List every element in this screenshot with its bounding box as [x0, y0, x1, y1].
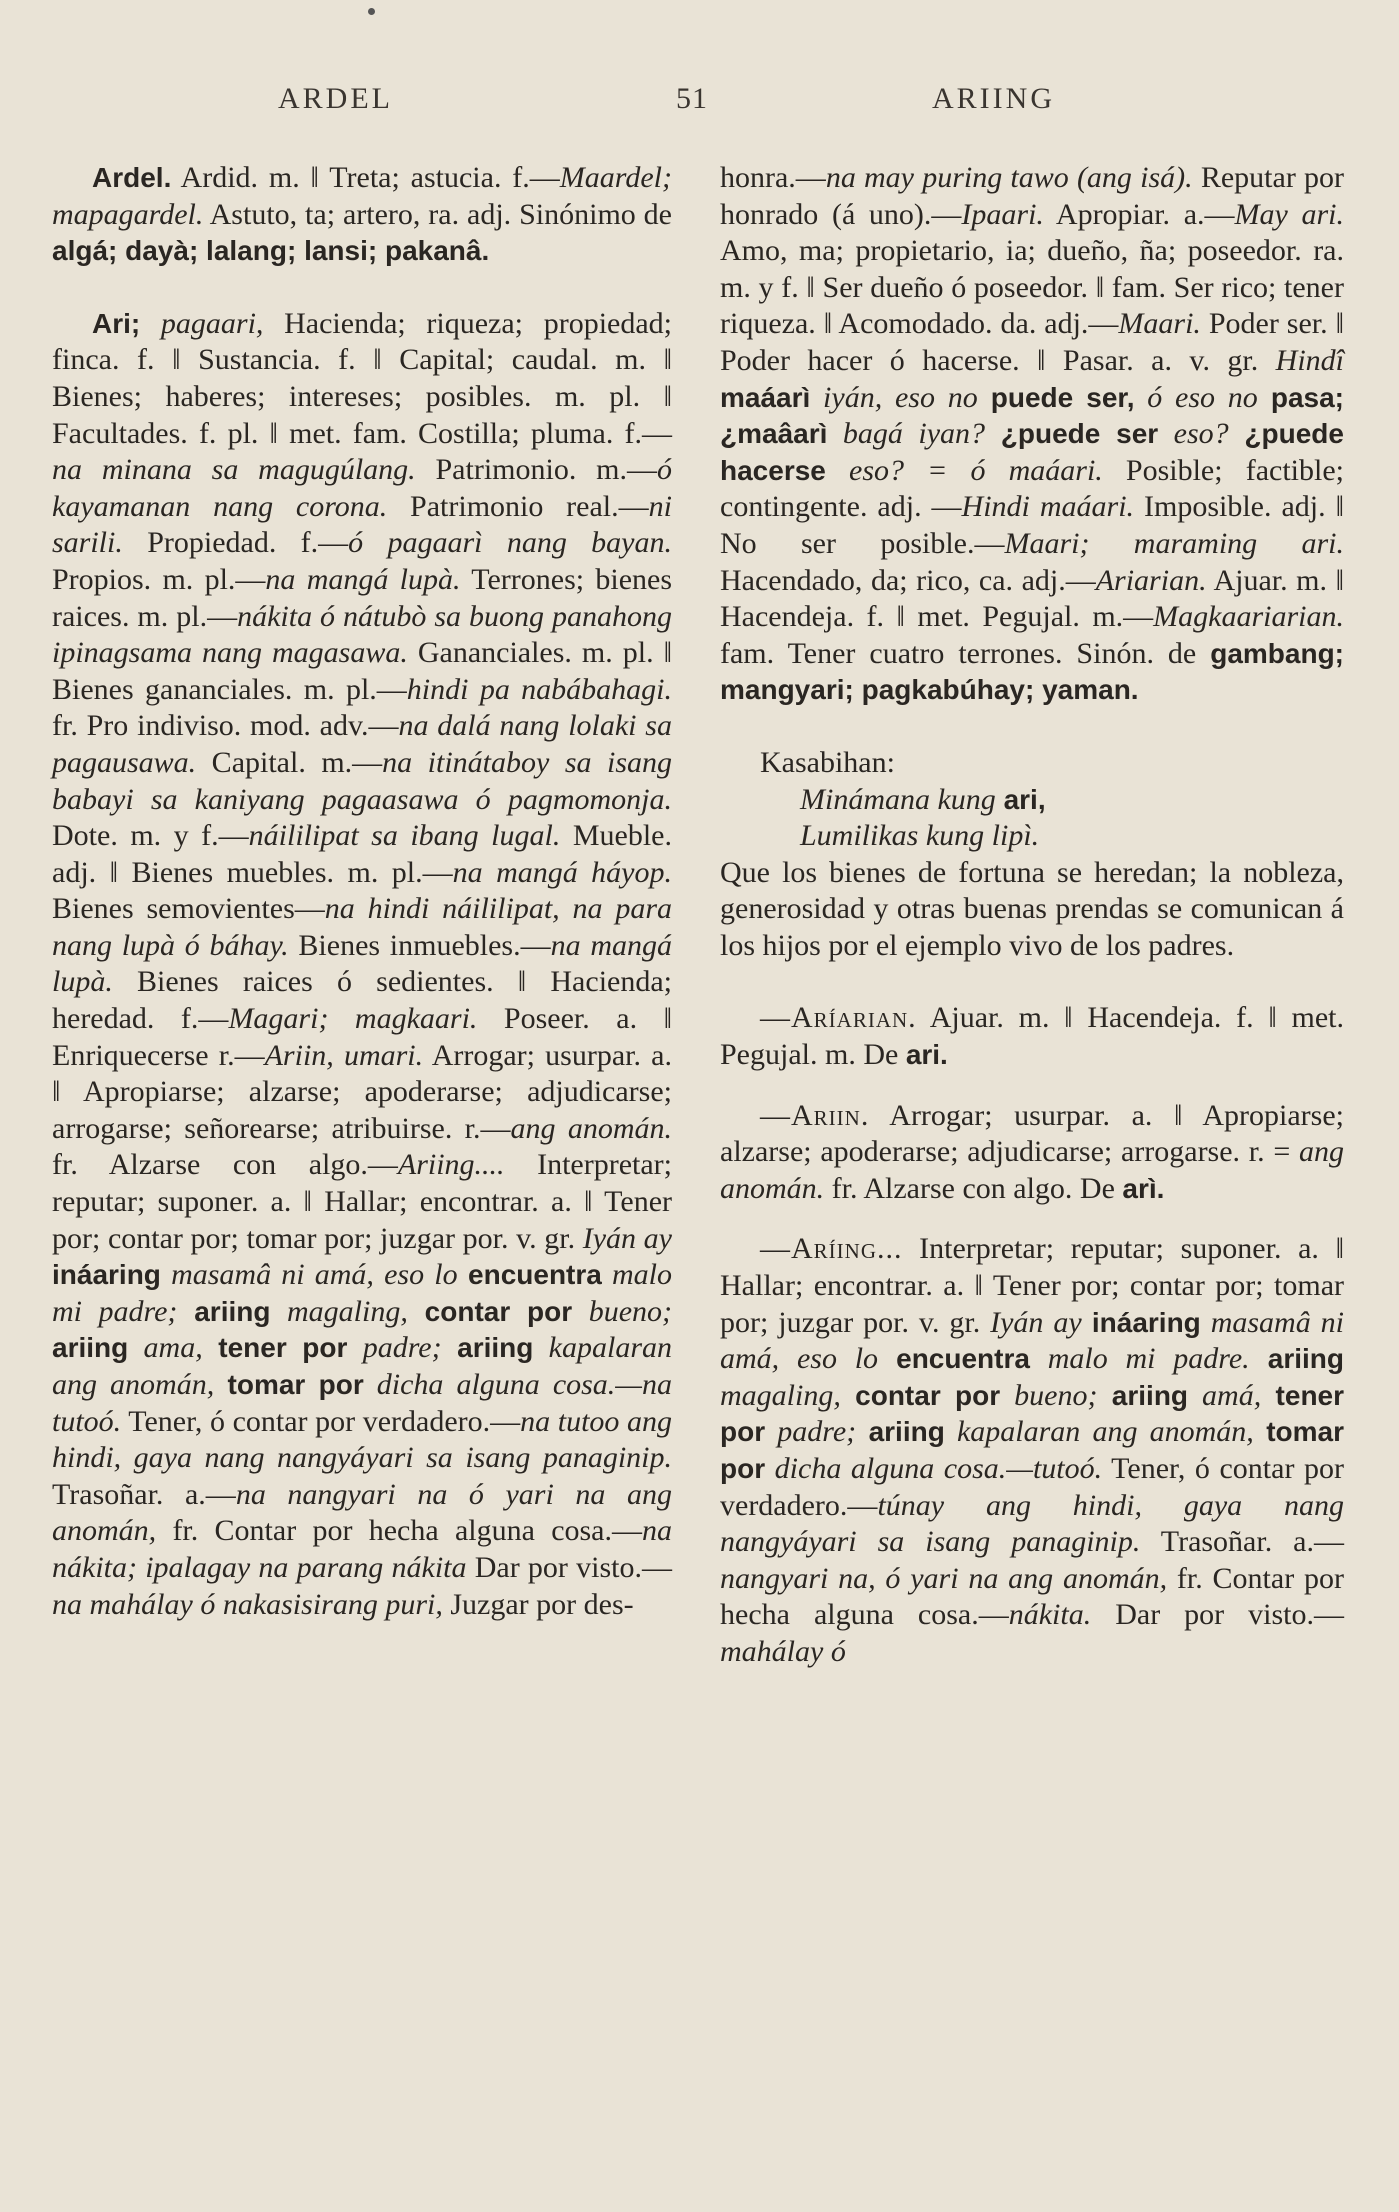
proverb-label: Kasabihan: — [760, 745, 895, 779]
proverb-line-2: Lumilikas kung lipì. — [800, 819, 1040, 853]
entry-ardel: Ardel. Ardid. m. ‖ Treta; astucia. f.—Maardel; mapagardel. Astuto, ta; artero, ra. adj. Sinónimo de algá; dayà; lalang; lansi; pakanâ. — [52, 161, 672, 267]
entry-ariin: —Ariin. Arrogar; usurpar. a. ‖ Apropiarse; alzarse; apoderarse; adjudicarse; arrogarse. r. = ang anomán. fr. Alzarse con algo. De arì. — [720, 1098, 1344, 1205]
entry-ari: Ari; pagaari, Hacienda; riqueza; propiedad; finca. f. ‖ Sustancia. f. ‖ Capital; caudal. m. ‖ Bienes; haberes; intereses; posibles. m. pl. ‖ Facultades. f. pl. ‖ met. fam. Costilla; pluma. f.—na minana sa magugúlang. Patrimonio. m.—ó kayamanan nang corona. Patrimonio real.—ni sarili. Propiedad. f.—ó pagaarì nang bayan. Propios. m. pl.—na mangá lupà. Terrones; bienes raices. m. pl.—nákita ó nátubò sa buong panahong ipinagsama nang magasawa. Gananciales. m. pl. ‖ Bienes gananciales. m. pl.—hindi pa nabábahagi. fr. Pro indiviso. mod. adv.—na dalá nang lolaki sa pagausawa. Capital. m.—na itinátaboy sa isang babayi sa kaniyang pagaasawa ó pagmomonja. Dote. m. y f.—náililipat sa ibang lugal. Mueble. adj. ‖ Bienes muebles. m. pl.—na mangá háyop. Bienes semovientes—na hindi náililipat, na para nang lupà ó báhay. Bienes inmuebles.—na mangá lupà. Bienes raices ó sedientes. ‖ Hacienda; heredad. f.—Magari; magkaari. Poseer. a. ‖ Enriquecerse r.—Ariin, umari. Arrogar; usurpar. a. ‖ Apropiarse; alzarse; apoderarse; adjudicarse; arrogarse; señorearse; atribuirse. r.—ang anomán. fr. Alzarse con algo.—Ariing.... Interpretar; reputar; suponer. a. ‖ Hallar; encontrar. a. ‖ Tener por; contar por; tomar por; juzgar por. v. gr. Iyán ay ináaring masamâ ni amá, eso lo encuentra malo mi padre; ariing magaling, contar por bueno; ariing ama, tener por padre; ariing kapalaran ang anomán, tomar por dicha alguna cosa.—na tutoó. Tener, ó contar por verdadero.—na tutoo ang hindi, gaya nang nangyáyari sa isang panaginip. Trasoñar. a.—na nangyari na ó yari na ang anomán, fr. Contar por hecha alguna cosa.—na nákita; ipalagay na parang nákita Dar por visto.—na mahálay ó nakasisirang puri, Juzgar por des- — [52, 306, 673, 1621]
page-number: 51 — [676, 82, 708, 115]
left-column — [52, 160, 672, 1623]
headword-ariin: —Ariin. — [760, 1098, 870, 1132]
headword-ardel: Ardel. — [92, 162, 172, 193]
proverb-translation: Que los bienes de fortuna se heredan; la nobleza, generosidad y otras buenas prendas se comunican á los hijos por el ejemplo vivo de los padres. — [720, 855, 1344, 962]
entry-ari-continued: honra.—na may puring tawo (ang isá). Reputar por honrado (á uno).—Ipaari. Apropiar. a.—May ari. Amo, ma; propietario, ia; dueño, ña; poseedor. ra. m. y f. ‖ Ser dueño ó poseedor. ‖ fam. Ser rico; tener riqueza. ‖ Acomodado. da. adj.—Maari. Poder ser. ‖ Poder hacer ó hacerse. ‖ Pasar. a. v. gr. Hindî maáarì iyán, eso no puede ser, ó eso no pasa; ¿maâarì bagá iyan? ¿puede ser eso? ¿puede hacerse eso? = ó maáari. Posible; factible; contingente. adj. —Hindi maáari. Imposible. adj. ‖ No ser posible.—Maari; maraming ari. Hacendado, da; rico, ca. adj.—Ariarian. Ajuar. m. ‖ Hacendeja. f. ‖ met. Pegujal. m.—Magkaariarian. fam. Tener cuatro terrones. Sinón. de gambang; mangyari; pagkabúhay; yaman. — [720, 161, 1344, 706]
header-left-word: ARDEL — [278, 82, 393, 115]
entry-ariarian: —Aríarian. Ajuar. m. ‖ Hacendeja. f. ‖ met. Pegujal. m. De ari. — [720, 1001, 1344, 1072]
right-column — [720, 160, 1344, 1671]
entry-ariing: —Aríing... Interpretar; reputar; suponer. a. ‖ Hallar; encontrar. a. ‖ Tener por; contar por; tomar por; juzgar por. v. gr. Iyán ay ináaring masamâ ni amá, eso lo encuentra malo mi padre. ariing magaling, contar por bueno; ariing amá, tener por padre; ariing kapalaran ang anomán, tomar por dicha alguna cosa.—tutoó. Tener, ó contar por verdadero.—túnay ang hindi, gaya nang nangyáyari sa isang panaginip. Trasoñar. a.—nangyari na, ó yari na ang anomán, fr. Contar por hecha alguna cosa.—nákita. Dar por visto.—mahálay ó — [720, 1232, 1345, 1668]
running-head — [0, 82, 1399, 122]
headword-ariarian: —Aríarian. — [760, 1001, 917, 1035]
proverb-line-1: Minámana kung ari, — [800, 782, 1046, 816]
synonyms-ari: gambang; mangyari; pagkabúhay; yaman. — [720, 637, 1344, 706]
headword-ari: Ari; — [92, 307, 141, 339]
synonyms-ardel: algá; dayà; lalang; lansi; pakanâ. — [52, 235, 490, 267]
header-right-word: ARIING — [932, 82, 1055, 115]
headword-ariing: —Aríing... — [760, 1232, 903, 1266]
top-mark — [368, 8, 375, 15]
